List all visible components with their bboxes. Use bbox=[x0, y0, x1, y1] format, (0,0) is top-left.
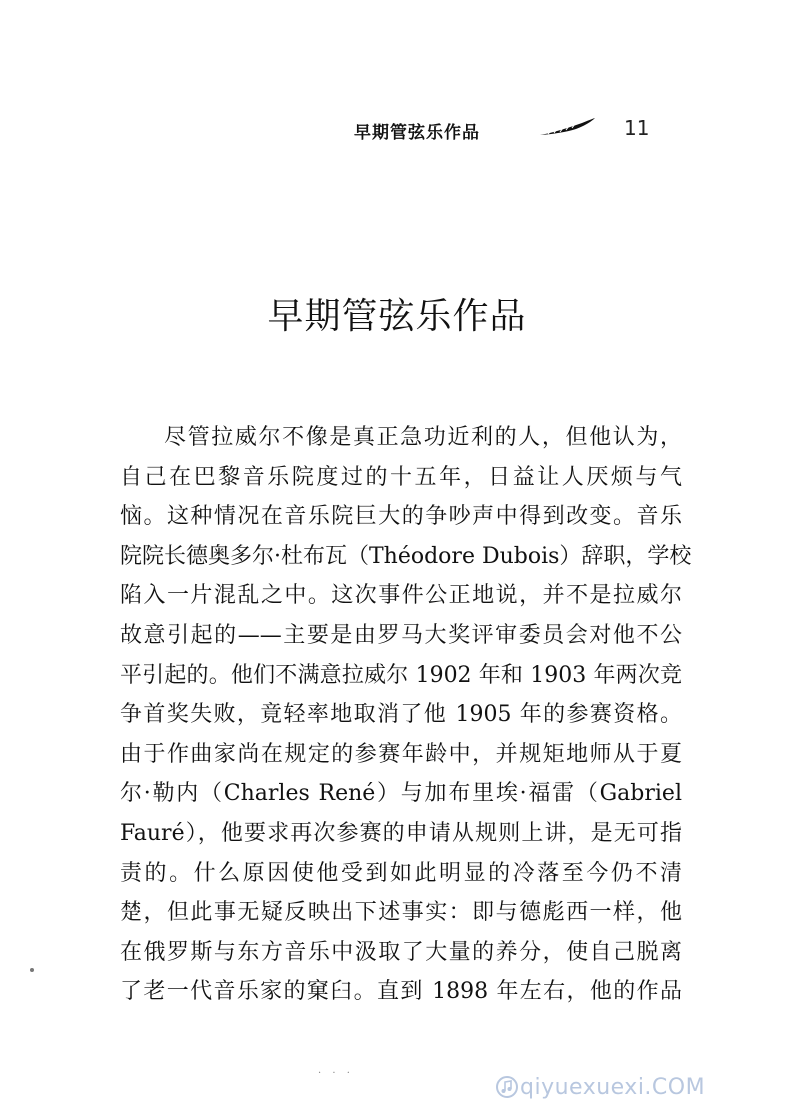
text-line: Fauré），他要求再次参赛的申请从规则上讲，是无可指 bbox=[120, 820, 682, 846]
text-line: 恼。这种情况在音乐院巨大的争吵声中得到改变。音乐 bbox=[120, 504, 682, 530]
site-watermark bbox=[496, 1075, 705, 1100]
footer-dots: · · · bbox=[318, 1068, 354, 1079]
text-line: 尔·勒内（Charles René）与加布里埃·福雷（Gabriel bbox=[120, 781, 682, 807]
text-line: 院院长德奥多尔·杜布瓦（Théodore Dubois）辞职，学校 bbox=[120, 543, 692, 569]
watermark-text: qiyuexuexi.COM bbox=[520, 1075, 706, 1100]
text-line: 了老一代音乐家的窠臼。直到 1898 年左右，他的作品 bbox=[120, 979, 682, 1005]
body-paragraph bbox=[120, 418, 692, 1012]
text-line: 平引起的。他们不满意拉威尔 1902 年和 1903 年两次竞 bbox=[120, 662, 682, 688]
music-note-logo-icon bbox=[496, 1076, 518, 1098]
text-line: 陷入一片混乱之中。这次事件公正地说，并不是拉威尔 bbox=[120, 583, 682, 609]
text-line: 争首奖失败，竟轻率地取消了他 1905 年的参赛资格。 bbox=[120, 702, 682, 728]
running-title: 早期管弦乐作品 bbox=[354, 123, 480, 143]
text-line: 责的。什么原因使他受到如此明显的冷落至今仍不清 bbox=[120, 860, 682, 886]
chapter-title: 早期管弦乐作品 bbox=[267, 296, 527, 337]
text-line: 自己在巴黎音乐院度过的十五年，日益让人厌烦与气 bbox=[120, 464, 682, 490]
text-line: 由于作曲家尚在规定的参赛年龄中，并规矩地师从于夏 bbox=[120, 741, 682, 767]
running-header bbox=[0, 116, 794, 146]
margin-mark bbox=[30, 968, 34, 972]
page-number: 11 bbox=[624, 116, 650, 140]
text-line: 故意引起的——主要是由罗马大奖评审委员会对他不公 bbox=[120, 622, 682, 648]
quill-feather-icon bbox=[538, 116, 596, 138]
text-line: 楚，但此事无疑反映出下述事实：即与德彪西一样，他 bbox=[120, 900, 682, 926]
text-line: 尽管拉威尔不像是真正急功近利的人，但他认为， bbox=[164, 425, 682, 450]
text-line: 在俄罗斯与东方音乐中汲取了大量的养分，使自己脱离 bbox=[120, 939, 682, 965]
